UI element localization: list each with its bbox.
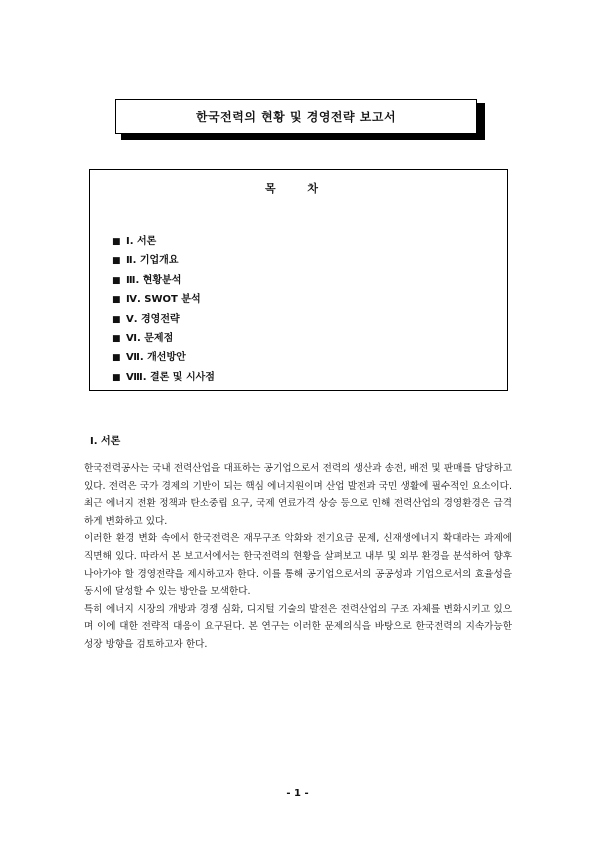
toc-item-label: Ⅷ. 결론 및 시사점 bbox=[126, 371, 215, 383]
toc-list bbox=[112, 232, 215, 387]
square-bullet-icon: ■ bbox=[112, 237, 121, 247]
toc-item bbox=[112, 348, 215, 367]
paragraph: 특히 에너지 시장의 개방과 경쟁 심화, 디지털 기술의 발전은 전력산업의 구조 자체를 변화시키고 있으며 이에 대한 전략적 대응이 요구된다. 본 연구는 이러한 문제의식을 바탕으로 한국전력의 지속가능한 성장 방향을 검토하고자 한다. bbox=[84, 603, 512, 650]
paragraph: 한국전력공사는 국내 전력산업을 대표하는 공기업으로서 전력의 생산과 송전, 배전 및 판매를 담당하고 있다. 전력은 국가 경제의 기반이 되는 핵심 에너지원이며 산업 발전과 국민 생활에 필수적인 요소이다. 최근 에너지 전환 정책과 탄소중립 요구, 국제 연료가격 상승 등으로 인해 전력산업의 경영환경은 급격하게 변화하고 있다. bbox=[84, 463, 512, 527]
square-bullet-icon: ■ bbox=[112, 314, 121, 325]
toc-item-label: Ⅰ. 서론 bbox=[126, 236, 157, 247]
square-bullet-icon: ■ bbox=[112, 275, 121, 286]
paragraph: 이러한 환경 변화 속에서 한국전력은 재무구조 악화와 전기요금 문제, 신재생에너지 확대라는 과제에 직면해 있다. 따라서 본 보고서에서는 한국전력의 현황을 살펴보고 내부 및 외부 환경을 분석하여 향후 나아가야 할 경영전략을 제시하고자 한다. 이를 통해 공기업으로서의 공공성과 기업으로서의 효율성을 동시에 달성할 수 있는 방안을 모색한다. bbox=[84, 533, 512, 598]
toc-heading: 목 차 bbox=[264, 182, 333, 195]
table-of-contents bbox=[89, 169, 508, 391]
toc-item-label: Ⅵ. 문제점 bbox=[126, 332, 174, 344]
square-bullet-icon: ■ bbox=[112, 256, 121, 267]
toc-item bbox=[112, 290, 215, 309]
square-bullet-icon: ■ bbox=[112, 333, 121, 344]
document-title-box bbox=[115, 99, 477, 134]
toc-item-label: Ⅳ. SWOT 분석 bbox=[126, 294, 201, 306]
toc-item bbox=[112, 251, 215, 270]
toc-item bbox=[112, 368, 215, 387]
toc-item bbox=[112, 329, 215, 348]
page-number: - 1 - bbox=[286, 788, 309, 799]
square-bullet-icon: ■ bbox=[112, 295, 121, 306]
toc-item bbox=[112, 271, 215, 290]
square-bullet-icon: ■ bbox=[112, 353, 121, 364]
document-title: 한국전력의 현황 및 경영전략 보고서 bbox=[195, 110, 397, 124]
toc-item bbox=[112, 310, 215, 329]
toc-item-label: Ⅱ. 기업개요 bbox=[126, 255, 179, 267]
body-text bbox=[84, 460, 512, 654]
toc-item-label: Ⅶ. 개선방안 bbox=[126, 352, 186, 364]
square-bullet-icon: ■ bbox=[112, 372, 121, 383]
toc-item bbox=[112, 232, 215, 251]
section-heading: Ⅰ. 서론 bbox=[90, 436, 121, 447]
toc-item-label: Ⅴ. 경영전략 bbox=[126, 313, 180, 325]
toc-item-label: Ⅲ. 현황분석 bbox=[126, 274, 182, 286]
